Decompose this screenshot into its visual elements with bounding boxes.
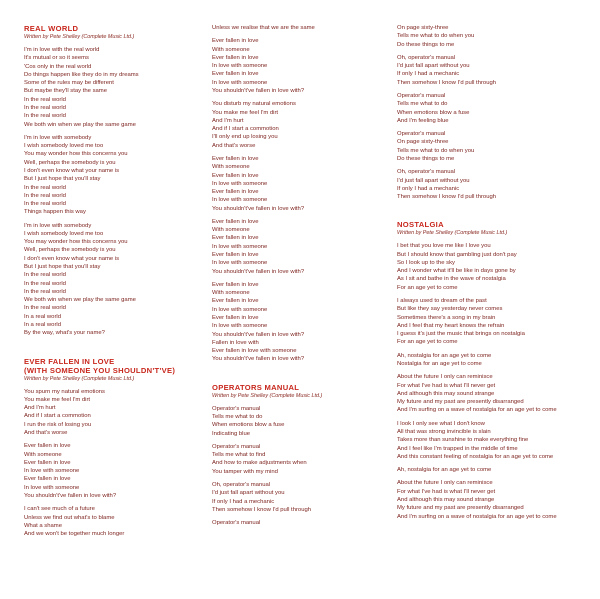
lyric-line: And I'm feeling blue — [397, 117, 449, 124]
lyric-line: I wish somebody loved me too — [24, 230, 104, 237]
lyric-line: I'm in love with the real world — [24, 47, 100, 53]
lyric-line: Nostalgia for an age yet to come — [397, 361, 482, 367]
lyric-line: You shouldn't've fallen in love with? — [212, 205, 305, 212]
lyric-line: And I wonder what it'll be like in days gone by — [397, 268, 516, 275]
lyric-line: About the future I only can reminisce — [397, 480, 493, 487]
lyric-line: In love with someone — [212, 197, 268, 204]
lyric-line: In the real world — [24, 305, 66, 312]
lyric-line: When emotions blow a fuse — [212, 422, 285, 429]
lyric-line: But I should know that gambling just don't pay — [397, 251, 517, 258]
lyric-line: Tells me what to do when you — [397, 147, 475, 154]
lyric-line: And if I start a commotion — [24, 413, 91, 420]
song-credit: Written by Pete Shelley (Complete Music Ltd.) — [24, 375, 135, 382]
stanza — [24, 388, 204, 438]
song-block — [397, 206, 587, 520]
lyrics-column-2 — [212, 24, 392, 532]
lyric-line: I always used to dream of the past — [397, 298, 487, 305]
lyric-line: You spurn my natural emotions — [24, 388, 105, 395]
lyric-line: 'Cos only in the real world — [24, 63, 92, 70]
lyric-line: Ever fallen in love — [212, 172, 259, 179]
lyric-line: Ever fallen in love — [24, 443, 71, 450]
lyric-line: And I'm hurt — [24, 405, 56, 412]
lyric-line: Things happen this way — [24, 209, 86, 216]
song-block — [24, 343, 204, 539]
lyric-line: I wish somebody loved me too — [24, 143, 104, 150]
lyric-line: Ever fallen in love — [212, 155, 259, 162]
stanza — [397, 297, 587, 347]
lyric-line: In the real world — [24, 104, 66, 111]
stanza — [212, 37, 392, 95]
lyric-line: And that's worse — [212, 142, 256, 149]
lyric-line: Ever fallen in love — [212, 298, 259, 305]
lyric-line: In the real world — [24, 192, 66, 199]
lyric-line: In a real world — [24, 322, 61, 328]
lyric-line: I don't even know what your name is — [24, 167, 120, 174]
lyric-line: In love with someone — [212, 323, 268, 330]
lyric-line: You disturb my natural emotions — [212, 101, 296, 108]
lyric-line: On page sixty-three — [397, 25, 449, 31]
lyric-line: Ever fallen in love — [212, 315, 259, 321]
lyric-line: For an age yet to come — [397, 339, 458, 346]
lyric-line: Tells me what to do — [397, 101, 448, 108]
stanza — [24, 505, 204, 538]
lyric-line: Ah, nostalgia for an age yet to come — [397, 352, 492, 359]
song-credit: Written by Pete Shelley (Complete Music Ltd.) — [397, 230, 508, 237]
lyric-line: If only I had a mechanic — [397, 185, 460, 192]
lyric-line: Unless we realise that we are the same — [212, 25, 315, 31]
lyric-line: You may wonder how this concerns you — [24, 239, 128, 246]
song-spacer — [24, 343, 204, 357]
lyric-line: You shouldn't've fallen in love with? — [212, 331, 305, 338]
lyric-line: And although this may sound strange — [397, 496, 495, 503]
lyric-line: And I'm surfing on a wave of nostalgia for an age yet to come — [397, 407, 557, 414]
lyric-line: I'd just fall apart without you — [397, 177, 470, 184]
lyric-line: And that's worse — [24, 429, 68, 436]
lyric-line: We both win when we play the same game — [24, 297, 136, 304]
stanza — [24, 222, 204, 338]
lyric-line: With someone — [212, 290, 250, 297]
lyric-line: And although this may sound strange — [397, 390, 495, 397]
lyric-line: Indicating blue — [212, 430, 250, 437]
stanza — [397, 24, 587, 49]
lyric-line: You shouldn't've fallen in love with? — [212, 268, 305, 275]
song-title: EVER FALLEN IN LOVE (WITH SOMEONE YOU SHOULDN'T'VE) — [24, 356, 176, 375]
lyric-line: I guess it's just the music that brings on nostalgia — [397, 331, 525, 338]
lyric-line: In love with someone — [212, 180, 268, 187]
lyric-line: Ever fallen in love — [212, 54, 259, 61]
lyric-line: And how to make adjustments when — [212, 460, 307, 467]
lyric-line: Well, perhaps the somebody is you — [24, 247, 116, 254]
lyric-line: We both win when we play the same game — [24, 121, 136, 128]
lyric-line: Sometimes there's a song in my brain — [397, 314, 496, 321]
stanza — [397, 130, 587, 163]
song-spacer — [397, 206, 587, 220]
lyric-line: Then somehow I know I'd pull through — [397, 194, 497, 201]
stanza — [212, 443, 392, 476]
lyric-line: I run the risk of losing you — [24, 421, 92, 428]
stanza — [212, 218, 392, 276]
lyric-line: I'll only end up losing you — [212, 134, 278, 141]
song-block — [24, 24, 204, 338]
lyric-line: And I feel like I'm trapped in the middle of time — [397, 445, 518, 452]
stanza — [397, 479, 587, 520]
stanza — [24, 46, 204, 129]
lyric-line: And if I start a commotion — [212, 126, 279, 133]
lyric-line: With someone — [212, 164, 250, 171]
lyric-line: You make me feel I'm dirt — [24, 396, 91, 403]
stanza — [397, 168, 587, 201]
lyric-line: Ever fallen in love — [212, 38, 259, 45]
lyric-line: You shouldn't've fallen in love with? — [212, 356, 305, 363]
lyric-line: With someone — [24, 451, 62, 458]
lyric-line: It's mutual or so it seems — [24, 55, 89, 62]
lyric-line: Operator's manual — [212, 405, 261, 412]
lyric-line: My future and my past are presently disarranged — [397, 505, 524, 512]
lyric-line: And we won't be together much longer — [24, 531, 125, 538]
song-title: REAL WORLD — [24, 24, 79, 33]
song-spacer — [212, 369, 392, 383]
stanza — [397, 466, 587, 474]
lyric-line: Operator's manual — [212, 443, 261, 450]
lyric-line: My future and my past are presently disarranged — [397, 399, 524, 406]
lyric-line: Takes more than sunshine to make everything fine — [397, 437, 529, 444]
lyric-line: You tamper with my mind — [212, 468, 278, 475]
stanza — [212, 481, 392, 514]
lyric-line: I'd just fall apart without you — [397, 63, 470, 70]
lyric-line: I'm in love with somebody — [24, 134, 92, 141]
lyric-line: About the future I only can reminisce — [397, 374, 493, 381]
lyric-line: Tells me what to do — [212, 413, 263, 420]
song-block — [397, 24, 587, 201]
lyric-line: Oh, operator's manual — [212, 481, 271, 488]
lyric-line: I look I only see what I don't know — [397, 420, 485, 427]
stanza — [397, 352, 587, 369]
lyric-line: I don't even know what your name is — [24, 255, 120, 262]
stanza — [397, 420, 587, 461]
lyric-line: I'd just fall apart without you — [212, 490, 285, 497]
lyric-line: You shouldn't've fallen in love with? — [24, 492, 117, 499]
lyric-line: In the real world — [24, 280, 66, 287]
lyrics-column-1 — [24, 24, 204, 543]
lyric-line: Operator's manual — [397, 131, 446, 138]
lyric-line: But I just hope that you'll stay — [24, 176, 101, 183]
lyric-line: Ever fallen in love — [212, 235, 259, 242]
lyric-line: By the way, what's your name? — [24, 330, 105, 337]
lyric-line: For an age yet to come — [397, 284, 458, 291]
lyric-line: Operator's manual — [397, 92, 446, 99]
lyric-line: Oh, operator's manual — [397, 54, 456, 61]
lyric-line: In the real world — [24, 184, 66, 191]
stanza — [212, 100, 392, 150]
lyric-line: I'm in love with somebody — [24, 222, 92, 229]
lyric-line: All that was strong invincible is slain — [397, 428, 491, 435]
lyric-line: Ever fallen in love — [24, 476, 71, 483]
song-credit: Written by Pete Shelley (Complete Music Ltd.) — [24, 34, 135, 40]
lyric-line: In love with someone — [212, 79, 268, 86]
stanza — [212, 519, 392, 527]
lyric-line: You make me feel I'm dirt — [212, 109, 279, 116]
lyric-line: But like they say yesterday never comes — [397, 306, 503, 313]
lyric-line: For what I've had is what I'll never get — [397, 382, 496, 389]
lyric-line: Then somehow I know I'd pull through — [397, 79, 497, 86]
lyric-line: What a shame — [24, 522, 62, 529]
lyric-line: So I look up to the sky — [397, 259, 455, 266]
lyric-line: In love with someone — [24, 468, 80, 475]
stanza — [24, 442, 204, 500]
stanza — [212, 155, 392, 213]
lyric-line: And this constant feeling of nostalgia for an age yet to come — [397, 453, 554, 460]
lyric-line: Unless we find out what's to blame — [24, 514, 115, 521]
song-block — [212, 24, 392, 364]
lyric-line: If only I had a mechanic — [397, 71, 460, 78]
lyric-line: For what I've had is what I'll never get — [397, 488, 496, 495]
lyric-line: And I feel that my heart knows the refrain — [397, 322, 505, 329]
lyric-line: Tells me what to do when you — [397, 33, 475, 40]
lyric-line: Fallen in love with — [212, 339, 259, 346]
lyric-line: Do these things to me — [397, 155, 455, 162]
lyric-line: Do these things to me — [397, 41, 455, 48]
song-block — [212, 369, 392, 528]
song-title: OPERATORS MANUAL — [212, 382, 300, 392]
lyric-line: Ever fallen in love — [212, 281, 259, 288]
lyric-line: As I sit and bathe in the wave of nostalgia — [397, 276, 506, 283]
lyric-line: Ever fallen in love — [24, 459, 71, 466]
lyric-line: If only I had a mechanic — [212, 498, 275, 505]
lyric-line: Some of the rules may be different — [24, 80, 114, 87]
lyric-line: Tells me what to find — [212, 452, 266, 459]
lyric-line: But I just hope that you'll stay — [24, 264, 101, 271]
song-title: NOSTALGIA — [397, 220, 444, 230]
lyric-line: In a real world — [24, 313, 61, 320]
lyric-line: Ever fallen in love with someone — [212, 348, 297, 355]
lyric-line: Ah, nostalgia for an age yet to come — [397, 467, 492, 474]
lyric-line: Ever fallen in love — [212, 252, 259, 259]
lyric-line: When emotions blow a fuse — [397, 109, 470, 116]
stanza — [212, 405, 392, 438]
lyric-line: In love with someone — [212, 243, 268, 250]
lyric-line: Oh, operator's manual — [397, 169, 456, 176]
lyric-line: In the real world — [24, 96, 66, 103]
lyric-line: In love with someone — [24, 484, 80, 491]
stanza — [397, 242, 587, 292]
lyric-line: Then somehow I know I'd pull through — [212, 506, 312, 513]
lyric-line: Well, perhaps the somebody is you — [24, 159, 116, 166]
lyric-line: Operator's manual — [212, 520, 261, 527]
lyric-line: Ever fallen in love — [212, 218, 259, 225]
lyric-line: In love with someone — [212, 306, 268, 313]
lyric-line: In love with someone — [212, 260, 268, 267]
lyric-line: But maybe they'll stay the same — [24, 88, 107, 95]
stanza — [212, 24, 392, 32]
stanza — [397, 373, 587, 414]
lyric-line: In the real world — [24, 272, 66, 279]
stanza — [397, 54, 587, 87]
lyric-line: In love with someone — [212, 63, 268, 70]
lyric-line: You may wonder how this concerns you — [24, 151, 128, 158]
lyric-line: In the real world — [24, 201, 66, 208]
lyric-line: Ever fallen in love — [212, 189, 259, 196]
lyric-line: With someone — [212, 46, 250, 53]
lyric-line: You shouldn't've fallen in love with? — [212, 87, 305, 94]
lyric-line: With someone — [212, 227, 250, 234]
stanza — [397, 92, 587, 125]
lyric-line: Ever fallen in love — [212, 71, 259, 78]
lyrics-column-3 — [397, 24, 587, 526]
lyric-line: And I'm surfing on a wave of nostalgia for an age yet to come — [397, 513, 557, 520]
stanza — [24, 134, 204, 217]
stanza — [212, 281, 392, 364]
lyric-line: Do things happen like they do in my dreams — [24, 71, 139, 78]
lyric-line: And I'm hurt — [212, 117, 244, 124]
lyric-line: In the real world — [24, 113, 66, 120]
lyric-line: In the real world — [24, 288, 66, 295]
lyric-line: On page sixty-three — [397, 139, 449, 146]
lyric-line: I bet that you love me like I love you — [397, 243, 491, 250]
lyric-line: I can't see much of a future — [24, 506, 95, 513]
song-credit: Written by Pete Shelley (Complete Music Ltd.) — [212, 392, 323, 399]
